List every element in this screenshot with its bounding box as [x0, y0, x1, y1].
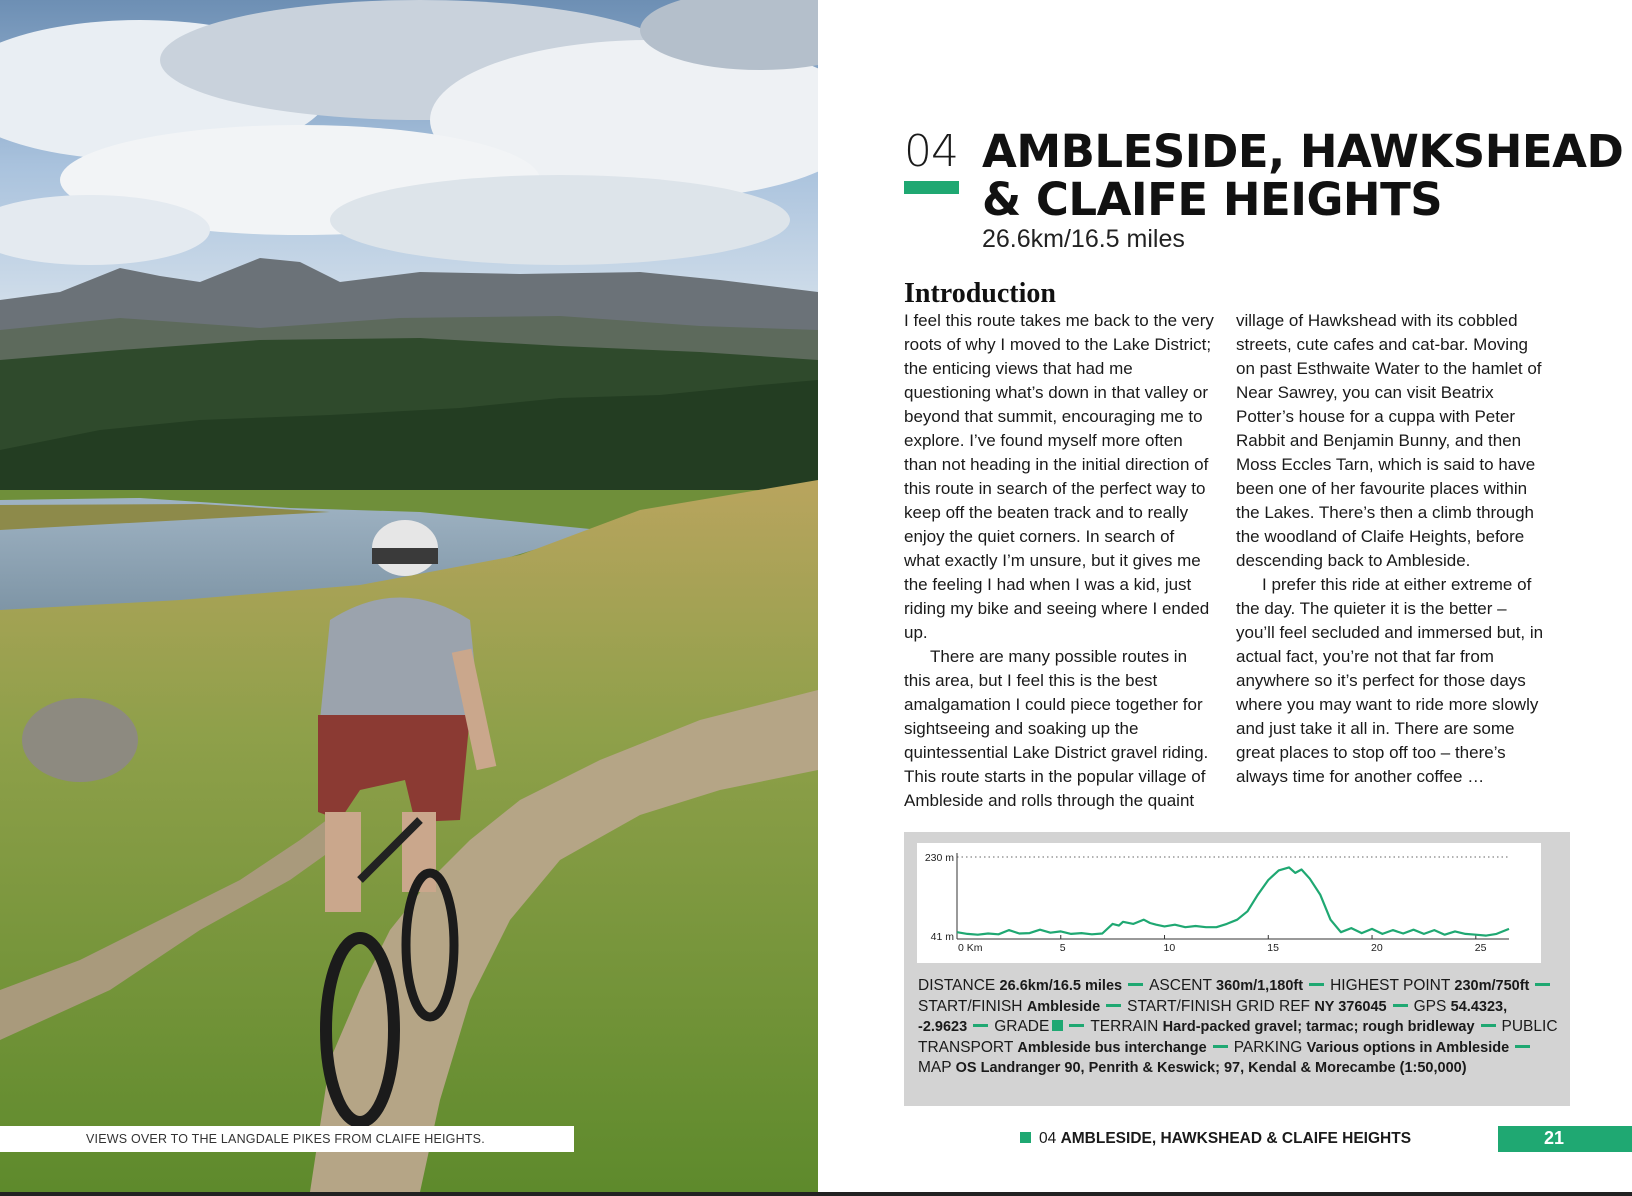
footer-square-icon — [1020, 1132, 1031, 1143]
intro-paragraph: village of Hawkshead with its cobbled streets, cute cafes and cat-bar. Moving on past Esthwaite Water to the hamlet of Near Sawrey, you can visit Beatrix Potter’s house for a cuppa with Peter Rabbit and Benjamin Bunny, and then Moss Eccles Tarn, which is said to have been one of her favourite places within the Lakes. There’s then a climb through the woodland of Claife Heights, before descending back to Ambleside. — [1236, 311, 1542, 570]
y-tick-label: 230 m — [924, 852, 954, 864]
elevation-profile-svg — [917, 843, 1541, 963]
x-tick-label: 0 Km — [958, 942, 983, 954]
stat-value-ascent: 360m/1,180ft — [1216, 978, 1304, 994]
separator-dash — [1128, 983, 1143, 986]
route-number: 04 — [904, 126, 958, 177]
stat-label-map: MAP — [918, 1059, 952, 1076]
stat-value-terrain: Hard-packed gravel; tarmac; rough bridleway — [1162, 1019, 1475, 1035]
route-title — [982, 125, 1624, 226]
intro-paragraph: I prefer this ride at either extreme of the day. The quieter it is the better – you’ll feel secluded and immersed but, in actual fact, you’re not that far from anywhere so it’s perfect for those days where you may want to ride more slowly and just take it all in. There are some great places to stop off too – there’s always time for another coffee … — [1236, 575, 1544, 786]
y-tick-label: 41 m — [930, 931, 954, 943]
separator-dash — [973, 1024, 988, 1027]
landscape-photo — [0, 0, 818, 1192]
elevation-series-line — [957, 867, 1509, 935]
running-footer — [1020, 1130, 1411, 1148]
text-page — [818, 0, 1632, 1192]
route-stats-box — [904, 832, 1570, 1106]
route-title-line-1: AMBLESIDE, HAWKSHEAD — [982, 125, 1624, 178]
stat-label-highest-point: HIGHEST POINT — [1330, 977, 1451, 994]
footer-route-number: 04 — [1039, 1130, 1057, 1147]
stat-label-ascent: ASCENT — [1149, 977, 1212, 994]
title-accent-bar — [904, 181, 959, 194]
x-tick-label: 5 — [1059, 942, 1066, 954]
intro-column-right — [1236, 309, 1546, 789]
stat-label-grade: GRADE — [994, 1018, 1050, 1035]
x-tick-label: 25 — [1474, 942, 1487, 954]
stat-label-distance: DISTANCE — [918, 977, 996, 994]
stat-value-distance: 26.6km/16.5 miles — [999, 978, 1123, 994]
stat-label-parking: PARKING — [1233, 1038, 1303, 1056]
x-tick-label: 10 — [1163, 942, 1176, 954]
stat-value-start-finish: Ambleside — [1026, 998, 1101, 1015]
elevation-profile-chart — [917, 843, 1541, 963]
separator-dash — [1309, 983, 1324, 986]
separator-dash — [1213, 1045, 1228, 1048]
page-bottom-edge — [0, 1192, 1632, 1196]
intro-heading: Introduction — [904, 278, 1056, 309]
photo-caption: VIEWS OVER TO THE LANGDALE PIKES FROM CLAIFE HEIGHTS. — [0, 1126, 574, 1152]
stat-value-grid-ref: NY 376045 — [1314, 998, 1387, 1015]
route-stats-text — [918, 976, 1558, 1079]
separator-dash — [1535, 983, 1550, 986]
separator-dash — [1069, 1024, 1084, 1027]
stat-value-map: OS Landranger 90, Penrith & Keswick; 97, Kendal & Morecambe (1:50,000) — [955, 1060, 1467, 1076]
stat-value-highest-point: 230m/750ft — [1454, 978, 1530, 994]
x-tick-label: 15 — [1267, 942, 1279, 954]
intro-paragraph: There are many possible routes in this area, but I feel this is the best amalgamation I could piece together for sightseeing and soaking up the quintessential Lake District gravel riding. This route starts in the popular village of Ambleside and rolls through the quaint — [904, 647, 1209, 810]
separator-dash — [1481, 1024, 1496, 1027]
intro-paragraph: I feel this route takes me back to the very roots of why I moved to the Lake District; the enticing views that had me questioning what’s down in that valley or beyond that summit, encouraging me to explore. I’ve found myself more often than not heading in the initial direction of this route in search of the perfect way to keep off the beaten track and to really enjoy the quiet corners. In search of what exactly I’m unsure, but it gives me the feeling I had when I was a kid, just riding my bike and seeing where I ended up. — [904, 311, 1214, 642]
footer-route-name: AMBLESIDE, HAWKSHEAD & CLAIFE HEIGHTS — [1060, 1130, 1412, 1147]
separator-dash — [1393, 1004, 1408, 1007]
route-distance: 26.6km/16.5 miles — [982, 225, 1185, 253]
separator-dash — [1106, 1004, 1121, 1007]
page-number: 21 — [1498, 1126, 1632, 1152]
route-title-line-2: & CLAIFE HEIGHTS — [982, 173, 1443, 226]
stat-label-grid-ref: START/FINISH GRID REF — [1127, 997, 1311, 1015]
stat-value-public-transport: Ambleside bus interchange — [1017, 1039, 1207, 1056]
x-tick-label: 20 — [1371, 942, 1383, 954]
stat-label-public-transport: PUBLIC TRANSPORT — [918, 1018, 1558, 1056]
stat-value-gps: 54.4323, -2.9623 — [918, 998, 1508, 1035]
intro-column-left — [904, 309, 1214, 813]
separator-dash — [1515, 1045, 1530, 1048]
stat-label-terrain: TERRAIN — [1090, 1018, 1159, 1035]
route-photo — [0, 0, 818, 1192]
stat-label-start-finish: START/FINISH — [918, 997, 1023, 1015]
stat-label-gps: GPS — [1413, 997, 1447, 1015]
stat-value-parking: Various options in Ambleside — [1306, 1039, 1510, 1056]
grade-indicator-icon — [1052, 1020, 1063, 1031]
